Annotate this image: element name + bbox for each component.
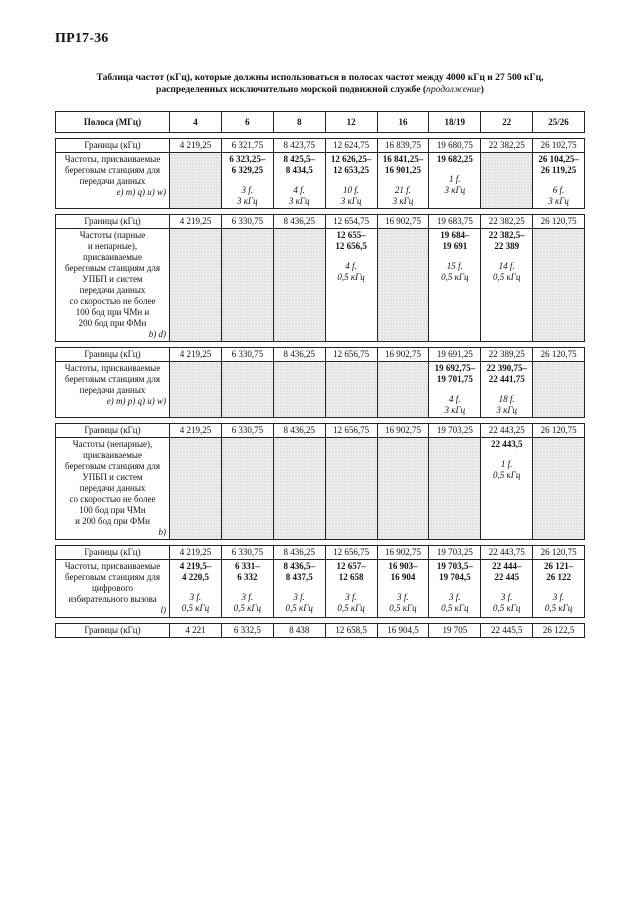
description-line: 100 бод при ЧМн — [79, 505, 146, 515]
channel-info — [381, 592, 426, 614]
bound-value: 19 703,25 — [429, 546, 481, 560]
channel-count: 10 f. — [343, 185, 360, 195]
frequency-cell — [325, 229, 377, 342]
bounds-label: Границы (кГц) — [56, 424, 170, 438]
frequency-end: 6 329,25 — [231, 165, 264, 175]
shaded-cell — [170, 438, 222, 540]
channel-info — [225, 592, 270, 614]
bound-value: 12 658,5 — [325, 624, 377, 638]
shaded-cell — [221, 362, 273, 418]
caption-line-2: распределенных исключительно морской подвижной службе ( — [156, 84, 427, 95]
frequency-cell — [325, 560, 377, 618]
bound-value: 8 436,25 — [273, 348, 325, 362]
channel-bandwidth: 0,5 кГц — [441, 272, 469, 282]
channel-info — [484, 459, 529, 481]
shaded-cell — [170, 362, 222, 418]
band-header: Полоса (МГц) — [56, 112, 170, 133]
frequency-end: 19 691 — [442, 241, 468, 251]
channel-info — [484, 261, 529, 283]
channel-count: 3 f. — [293, 592, 305, 602]
channel-count: 21 f. — [394, 185, 411, 195]
band-column-header: 8 — [273, 112, 325, 133]
frequency-start: 19 703,5– — [436, 561, 473, 571]
frequency-end: 16 901,25 — [384, 165, 421, 175]
channel-bandwidth: 0,5 кГц — [493, 470, 521, 480]
description-line: передачи данных — [79, 385, 146, 395]
frequency-cell — [221, 560, 273, 618]
bound-value: 8 436,25 — [273, 215, 325, 229]
bound-value: 4 219,25 — [170, 546, 222, 560]
channel-info — [432, 394, 477, 416]
bound-value: 26 120,75 — [533, 546, 585, 560]
frequency-start: 19 682,25 — [436, 154, 473, 164]
shaded-cell — [170, 229, 222, 342]
band-column-header: 12 — [325, 112, 377, 133]
frequency-start: 26 121– — [543, 561, 574, 571]
frequency-row — [56, 438, 585, 540]
description-line: Частоты, присваиваемые — [64, 154, 161, 164]
frequency-end: 22 445 — [494, 572, 520, 582]
description-line: присваиваемые — [83, 450, 142, 460]
channel-bandwidth: 3 кГц — [340, 196, 362, 206]
frequency-end: 16 904 — [390, 572, 416, 582]
description-line: и 200 бод при ФМн — [75, 516, 150, 526]
bounds-label: Границы (кГц) — [56, 624, 170, 638]
bound-value: 19 680,75 — [429, 139, 481, 153]
bound-value: 4 219,25 — [170, 348, 222, 362]
channel-bandwidth: 0,5 кГц — [233, 603, 261, 613]
frequency-end: 4 220,5 — [181, 572, 209, 582]
channel-info — [432, 261, 477, 283]
frequency-cell — [325, 153, 377, 209]
bound-value: 19 691,25 — [429, 348, 481, 362]
bound-value: 22 443,25 — [481, 424, 533, 438]
bounds-label: Границы (кГц) — [56, 139, 170, 153]
bound-value: 12 624,75 — [325, 139, 377, 153]
bound-value: 16 902,75 — [377, 215, 429, 229]
description-line: Частоты, присваиваемые — [64, 561, 161, 571]
bound-value: 16 902,75 — [377, 424, 429, 438]
description-line: Частоты (непарные), — [72, 439, 153, 449]
description-line: береговым станциям для — [65, 165, 160, 175]
frequency-cell — [377, 153, 429, 209]
channel-count: 3 f. — [397, 592, 409, 602]
frequency-cell — [273, 560, 325, 618]
row-description — [56, 560, 170, 618]
shaded-cell — [221, 229, 273, 342]
description-line: присваиваемые — [83, 252, 142, 262]
band-column-header: 22 — [481, 112, 533, 133]
bound-value: 22 382,25 — [481, 139, 533, 153]
description-line: и непарные), — [87, 241, 138, 251]
caption-continuation: продолжение — [426, 84, 481, 95]
channel-bandwidth: 3 кГц — [496, 405, 517, 415]
bound-value: 16 902,75 — [377, 348, 429, 362]
frequency-end: 22 389 — [494, 241, 520, 251]
frequency-start: 4 219,5– — [179, 561, 212, 571]
shaded-cell — [429, 438, 481, 540]
shaded-cell — [325, 362, 377, 418]
header-row — [56, 112, 585, 133]
bounds-row — [56, 424, 585, 438]
bound-value: 26 120,75 — [533, 348, 585, 362]
bound-value: 22 389,25 — [481, 348, 533, 362]
frequency-cell — [377, 560, 429, 618]
frequency-cell — [429, 362, 481, 418]
channel-count: 4 f. — [449, 394, 461, 404]
description-line: 100 бод при ЧМн и — [75, 307, 150, 317]
caption-line-1: Таблица частот (кГц), которые должны использоваться в полосах частот между 4000 кГц и 27 500 кГц, — [96, 72, 544, 83]
channel-info — [381, 185, 426, 207]
channel-count: 3 f. — [500, 592, 513, 602]
channel-info — [225, 185, 270, 207]
bounds-row — [56, 348, 585, 362]
description-line: передачи данных — [79, 285, 146, 295]
channel-info — [484, 394, 529, 416]
frequency-cell — [533, 153, 585, 209]
channel-bandwidth: 3 кГц — [444, 185, 466, 195]
bound-value: 8 438 — [273, 624, 325, 638]
bound-value: 6 330,75 — [221, 424, 273, 438]
description-line: передачи данных — [79, 483, 146, 493]
channel-bandwidth: 0,5 кГц — [285, 603, 313, 613]
footnote-refs: b) — [158, 527, 166, 537]
channel-bandwidth: 3 кГц — [237, 196, 258, 206]
bound-value: 4 219,25 — [170, 139, 222, 153]
channel-info — [329, 185, 374, 207]
channel-count: 18 f. — [498, 394, 515, 404]
bounds-label: Границы (кГц) — [56, 215, 170, 229]
frequency-cell — [481, 560, 533, 618]
frequency-end: 19 701,75 — [436, 374, 473, 384]
bound-value: 19 705 — [429, 624, 481, 638]
channel-bandwidth: 0,5 кГц — [389, 603, 417, 613]
frequency-end: 6 332 — [237, 572, 258, 582]
bound-value: 4 219,25 — [170, 424, 222, 438]
channel-bandwidth: 0,5 кГц — [181, 603, 210, 613]
row-description — [56, 438, 170, 540]
bound-value: 26 120,75 — [533, 424, 585, 438]
row-description — [56, 229, 170, 342]
frequency-end: 8 437,5 — [285, 572, 313, 582]
channel-count: 14 f. — [498, 261, 515, 271]
bound-value: 12 654,75 — [325, 215, 377, 229]
shaded-cell — [273, 229, 325, 342]
bound-value: 22 382,25 — [481, 215, 533, 229]
channel-bandwidth: 0,5 кГц — [544, 603, 573, 613]
frequency-start: 22 443,5 — [490, 439, 523, 449]
channel-bandwidth: 3 кГц — [548, 196, 569, 206]
bound-value: 12 656,75 — [325, 424, 377, 438]
frequency-cell — [429, 560, 481, 618]
description-line: цифрового — [91, 583, 134, 593]
shaded-cell — [377, 229, 429, 342]
bound-value: 6 321,75 — [221, 139, 273, 153]
channel-count: 3 f. — [552, 592, 565, 602]
frequency-end: 8 434,5 — [285, 165, 313, 175]
page-label: ПР17-36 — [55, 31, 109, 46]
frequency-cell — [481, 438, 533, 540]
description-line: УПБП и систем — [82, 472, 143, 482]
bound-value: 19 683,75 — [429, 215, 481, 229]
channel-bandwidth: 3 кГц — [444, 405, 466, 415]
frequency-cell — [170, 560, 222, 618]
table-caption — [55, 72, 585, 96]
frequency-cell — [481, 362, 533, 418]
row-description — [56, 362, 170, 418]
channel-bandwidth: 0,5 кГц — [441, 603, 469, 613]
footnote-refs: b) d) — [148, 329, 166, 339]
bound-value: 4 221 — [170, 624, 222, 638]
band-column-header: 6 — [221, 112, 273, 133]
frequency-start: 16 841,25– — [382, 154, 424, 164]
channel-info — [329, 592, 374, 614]
channel-count: 1 f. — [449, 174, 461, 184]
channel-info — [432, 174, 477, 196]
description-line: 200 бод при ФМн — [78, 318, 147, 328]
frequency-table — [55, 111, 585, 638]
shaded-cell — [221, 438, 273, 540]
bounds-row — [56, 624, 585, 638]
channel-bandwidth: 0,5 кГц — [493, 603, 521, 613]
description-line: со скоростью не более — [69, 296, 156, 306]
description-line: УПБП и систем — [82, 274, 143, 284]
shaded-cell — [273, 362, 325, 418]
frequency-cell — [429, 229, 481, 342]
frequency-cell — [221, 153, 273, 209]
band-column-header: 18/19 — [429, 112, 481, 133]
frequency-start: 19 684– — [440, 230, 470, 240]
frequency-row — [56, 153, 585, 209]
bound-value: 6 332,5 — [221, 624, 273, 638]
frequency-end: 19 704,5 — [439, 572, 471, 582]
frequency-table-body — [56, 112, 585, 638]
bound-value: 16 904,5 — [377, 624, 429, 638]
channel-info — [432, 592, 477, 614]
frequency-start: 22 390,75– — [486, 363, 527, 373]
description-line: береговым станциям для — [65, 263, 160, 273]
channel-count: 6 f. — [552, 185, 565, 195]
caption-line-2-end: ) — [480, 84, 484, 95]
description-line: со скоростью не более — [69, 494, 156, 504]
footnote-refs: e) m) p) q) u) w) — [106, 396, 166, 406]
channel-info — [536, 185, 581, 207]
frequency-cell — [533, 560, 585, 618]
channel-info — [277, 592, 322, 614]
row-description — [56, 153, 170, 209]
frequency-end: 22 441,75 — [488, 374, 525, 384]
frequency-end: 26 119,25 — [540, 165, 577, 175]
footnote-refs: l) — [160, 605, 166, 615]
frequency-end: 26 122 — [546, 572, 571, 582]
bounds-row — [56, 139, 585, 153]
bound-value: 8 423,75 — [273, 139, 325, 153]
frequency-row — [56, 229, 585, 342]
bounds-row — [56, 215, 585, 229]
bound-value: 12 656,75 — [325, 348, 377, 362]
bound-value: 12 656,75 — [325, 546, 377, 560]
bound-value: 22 443,75 — [481, 546, 533, 560]
shaded-cell — [325, 438, 377, 540]
channel-count: 3 f. — [241, 185, 254, 195]
channel-bandwidth: 0,5 кГц — [337, 272, 365, 282]
description-line: передачи данных — [79, 176, 146, 186]
channel-info — [329, 261, 374, 283]
shaded-cell — [533, 362, 585, 418]
frequency-end: 12 656,5 — [335, 241, 367, 251]
bound-value: 4 219,25 — [170, 215, 222, 229]
frequency-start: 12 657– — [336, 561, 366, 571]
frequency-start: 22 444– — [492, 561, 522, 571]
channel-count: 3 f. — [449, 592, 461, 602]
frequency-row — [56, 560, 585, 618]
frequency-start: 6 331– — [234, 561, 260, 571]
band-column-header: 4 — [170, 112, 222, 133]
shaded-cell — [377, 362, 429, 418]
bound-value: 8 436,25 — [273, 546, 325, 560]
frequency-cell — [429, 153, 481, 209]
shaded-cell — [533, 438, 585, 540]
channel-count: 3 f. — [345, 592, 357, 602]
bound-value: 6 330,75 — [221, 215, 273, 229]
shaded-cell — [170, 153, 222, 209]
shaded-cell — [377, 438, 429, 540]
channel-count: 1 f. — [500, 459, 513, 469]
bounds-label: Границы (кГц) — [56, 348, 170, 362]
frequency-cell — [273, 153, 325, 209]
channel-bandwidth: 3 кГц — [288, 196, 310, 206]
shaded-cell — [273, 438, 325, 540]
bound-value: 16 902,75 — [377, 546, 429, 560]
channel-bandwidth: 0,5 кГц — [493, 272, 521, 282]
bounds-label: Границы (кГц) — [56, 546, 170, 560]
bound-value: 6 330,75 — [221, 348, 273, 362]
frequency-start: 22 382,5– — [488, 230, 525, 240]
description-line: береговым станциям для — [65, 572, 160, 582]
channel-bandwidth: 3 кГц — [392, 196, 414, 206]
frequency-end: 12 658 — [338, 572, 364, 582]
shaded-cell — [533, 229, 585, 342]
description-line: Частоты (парные — [79, 230, 146, 240]
frequency-start: 12 626,25– — [330, 154, 372, 164]
shaded-cell — [481, 153, 533, 209]
channel-info — [277, 185, 322, 207]
channel-info — [484, 592, 529, 614]
frequency-start: 16 903– — [388, 561, 418, 571]
description-line: береговым станциям для — [65, 374, 160, 384]
channel-count: 4 f. — [345, 261, 357, 271]
channel-bandwidth: 0,5 кГц — [337, 603, 365, 613]
channel-count: 3 f. — [241, 592, 254, 602]
bound-value: 26 102,75 — [533, 139, 585, 153]
frequency-end: 12 653,25 — [333, 165, 370, 175]
bound-value: 26 120,75 — [533, 215, 585, 229]
frequency-start: 12 655– — [336, 230, 366, 240]
frequency-start: 8 425,5– — [283, 154, 315, 164]
bound-value: 16 839,75 — [377, 139, 429, 153]
bound-value: 22 445,5 — [481, 624, 533, 638]
bound-value: 26 122,5 — [533, 624, 585, 638]
bounds-row — [56, 546, 585, 560]
bound-value: 6 330,75 — [221, 546, 273, 560]
frequency-start: 19 692,75– — [434, 363, 476, 373]
channel-count: 4 f. — [293, 185, 305, 195]
channel-count: 15 f. — [446, 261, 463, 271]
description-line: Частоты, присваиваемые — [64, 363, 161, 373]
band-column-header: 25/26 — [533, 112, 585, 133]
channel-count: 3 f. — [189, 592, 202, 602]
bound-value: 19 703,25 — [429, 424, 481, 438]
band-column-header: 16 — [377, 112, 429, 133]
description-line: береговым станциям для — [65, 461, 160, 471]
frequency-start: 8 436,5– — [283, 561, 315, 571]
description-line: избирательного вызова — [68, 594, 157, 604]
channel-info — [173, 592, 218, 614]
footnote-refs: e) m) q) u) w) — [116, 187, 166, 197]
channel-info — [536, 592, 581, 614]
frequency-cell — [481, 229, 533, 342]
frequency-row — [56, 362, 585, 418]
frequency-start: 6 323,25– — [229, 154, 266, 164]
frequency-start: 26 104,25– — [538, 154, 579, 164]
bound-value: 8 436,25 — [273, 424, 325, 438]
